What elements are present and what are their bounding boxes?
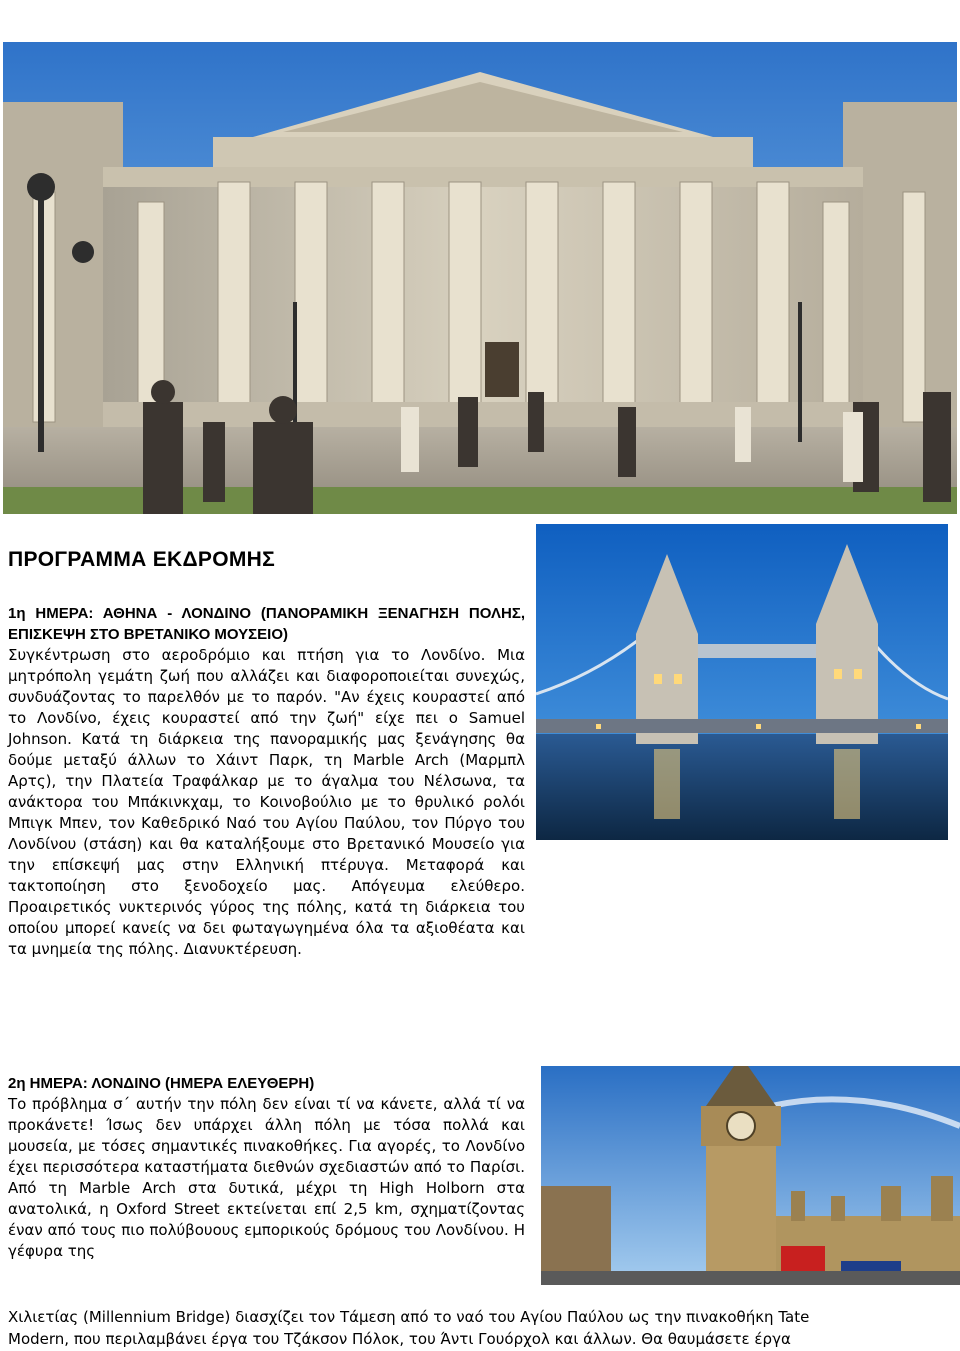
day-2-section	[8, 1073, 525, 1262]
british-museum-photo	[3, 42, 957, 514]
day-1-section	[8, 603, 525, 960]
big-ben-photo	[541, 1066, 960, 1285]
day-1-text: Συγκέντρωση στο αεροδρόμιο και πτήση για το Λονδίνο. Μια μητρόπολη γεμάτη ζωή που αλλάζει και διαφοροποιείται συνεχώς, συνδυάζοντας το παρελθόν με το παρόν. "Αν έχεις κουραστεί από το Λονδίνο, έχεις κουραστεί από την ζωή" είχε πει ο Samuel Johnson. Κατά τη διάρκεια της πανοραμικής μας ξενάγησης θα δούμε μεταξύ άλλων το Χάιντ Παρκ, τη Marble Arch (Μαρμπλ Αρτς), την Πλατεία Τραφάλκαρ με το άγαλμα του Νέλσωνα, τα ανάκτορα του Μπάκινκχαμ, το Κοινοβούλιο με το θρυλικό ρολόι Μπιγκ Μπεν, τον Καθεδρικό Ναό του Αγίου Παύλου, τον Πύργο του Λονδίνου (στάση) και θα καταλήξουμε στο Βρετανικό Μουσείο για την επίσκεψή μας στην Ελληνική πτέρυγα. Μεταφορά και τακτοποίηση στο ξενοδοχείο μας. Απόγευμα ελεύθερο. Προαιρετικός νυκτερινός γύρος της πόλης, κατά τη διάρκεια του οποίου μπορεί κανείς να δει φωταγωγημένα όλα τα αξιοθέατα και τα μνημεία της πόλης. Διανυκτέρευση.	[8, 646, 525, 958]
day-2-text: Το πρόβλημα σ΄ αυτήν την πόλη δεν είναι τί να κάνετε, αλλά τί να προκάνετε! Ίσως δεν υπάρχει άλλη πόλη με τόσα πολλά και μουσεία, με τόσες σημαντικές πινακοθήκες. Για αγορές, το Λονδίνο έχει περισσότερα καταστήματα διεθνών σχεδιαστών από το Παρίσι. Από τη Marble Arch στα δυτικά, μέχρι τη High Holborn στα ανατολικά, η Oxford Street εκτείνεται επί 2,5 km, σχηματίζοντας έναν από τους πιο πολύβουους εμπορικούς δρόμους του Λονδίνου. Η γέφυρα της	[8, 1095, 525, 1260]
day-2-heading: 2η ΗΜΕΡΑ: ΛΟΝΔΙΝΟ (ΗΜΕΡΑ ΕΛΕΥΘΕΡΗ)	[8, 1075, 315, 1092]
day-2-text-continued-1: Χιλιετίας (Millennium Bridge) διασχίζει τον Τάμεση από το ναό του Αγίου Παύλου ως την πινακοθήκη Tate	[8, 1308, 810, 1326]
day-1-heading: 1η ΗΜΕΡΑ: ΑΘΗΝΑ - ΛΟΝΔΙΝΟ (ΠΑΝΟΡΑΜΙΚΗ ΞΕΝΑΓΗΣΗ ΠΟΛΗΣ, ΕΠΙΣΚΕΨΗ ΣΤΟ ΒΡΕΤΑΝΙΚΟ ΜΟΥΣΕΙΟ)	[8, 605, 525, 643]
program-title: ΠΡΟΓΡΑΜΜΑ ΕΚΔΡΟΜΗΣ	[8, 548, 275, 571]
day-2-text-continued-2: Modern, που περιλαμβάνει έργα του Τζάκσον Πόλοκ, του Άντι Γουόρχολ και άλλων. Θα θαυμάσετε έργα	[8, 1330, 791, 1348]
tower-bridge-photo	[536, 524, 948, 840]
